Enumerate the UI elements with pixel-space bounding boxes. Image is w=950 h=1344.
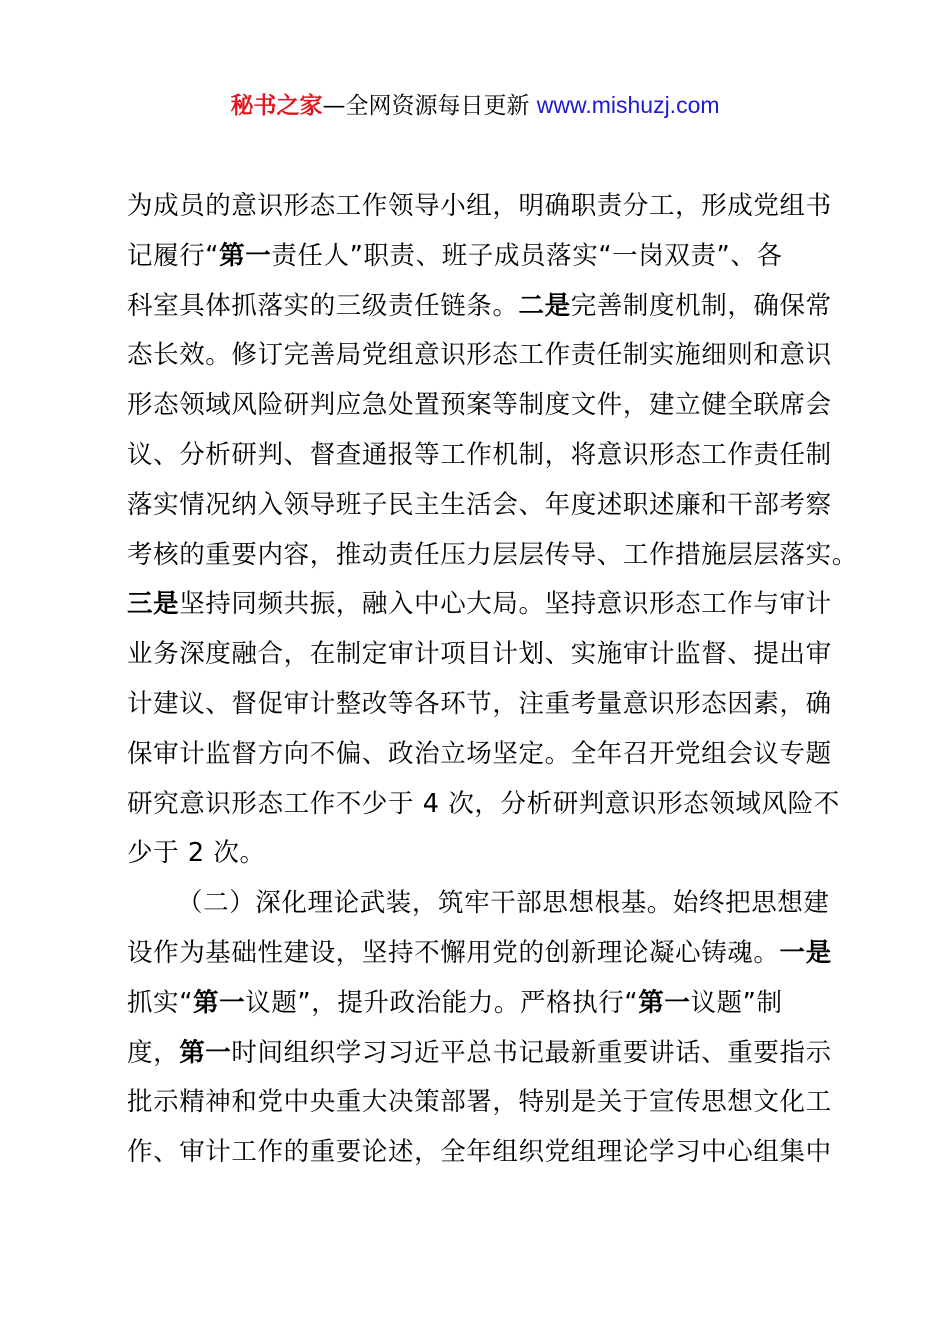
text-line: 度，第一时间组织学习习近平总书记最新重要讲话、重要指示 bbox=[127, 1037, 832, 1068]
site-tagline: —全网资源每日更新 bbox=[322, 93, 537, 119]
bold-term: 三是 bbox=[127, 589, 180, 620]
text-line: 三是坚持同频共振，融入中心大局。坚持意识形态工作与审计 bbox=[127, 589, 832, 620]
bold-term: 第一 bbox=[638, 987, 691, 1018]
page-header bbox=[0, 88, 950, 123]
text-line: 落实情况纳入领导班子民主生活会、年度述职述廉和干部考察 bbox=[127, 489, 832, 520]
text-line: 为成员的意识形态工作领导小组，明确职责分工，形成党组书 bbox=[127, 191, 832, 221]
text-line: 研究意识形态工作不少于 4 次，分析研判意识形态领域风险不 bbox=[127, 788, 840, 819]
text-line: 态长效。修订完善局党组意识形态工作责任制实施细则和意识 bbox=[127, 340, 832, 371]
document-body bbox=[127, 182, 858, 1178]
site-brand: 秘书之家 bbox=[230, 93, 323, 119]
text-line: 作、审计工作的重要论述，全年组织党组理论学习中心组集中 bbox=[127, 1137, 832, 1168]
text-line: 设作为基础性建设，坚持不懈用党的创新理论凝心铸魂。一是 bbox=[127, 937, 832, 968]
text-line: 少于 2 次。 bbox=[127, 838, 266, 869]
text-line: 记履行“第一责任人”职责、班子成员落实“一岗双责”、各 bbox=[127, 240, 783, 271]
section-heading-line: （二）深化理论武装，筑牢干部思想根基。始终把思想建 bbox=[177, 888, 830, 919]
text-line: 保审计监督方向不偏、政治立场坚定。全年召开党组会议专题 bbox=[127, 738, 832, 769]
text-line: 抓实“第一议题”，提升政治能力。严格执行“第一议题”制 bbox=[127, 987, 783, 1018]
bold-term: 二是 bbox=[518, 290, 571, 321]
site-url[interactable]: www.mishuzj.com bbox=[536, 92, 720, 118]
bold-term: 第一 bbox=[219, 240, 272, 271]
text-line: 考核的重要内容，推动责任压力层层传导、工作措施层层落实。 bbox=[127, 539, 858, 570]
text-line: 计建议、督促审计整改等各环节，注重考量意识形态因素，确 bbox=[127, 688, 832, 719]
bold-term: 第一 bbox=[193, 987, 246, 1018]
bold-term: 一是 bbox=[779, 937, 832, 968]
text-line: 批示精神和党中央重大决策部署，特别是关于宣传思想文化工 bbox=[127, 1087, 832, 1118]
text-line: 科室具体抓落实的三级责任链条。二是完善制度机制，确保常 bbox=[127, 290, 832, 321]
bold-term: 第一 bbox=[179, 1037, 232, 1068]
text-line: 形态领域风险研判应急处置预案等制度文件，建立健全联席会 bbox=[127, 390, 832, 421]
text-line: 议、分析研判、督查通报等工作机制，将意识形态工作责任制 bbox=[127, 439, 832, 470]
text-line: 业务深度融合，在制定审计项目计划、实施审计监督、提出审 bbox=[127, 639, 832, 670]
